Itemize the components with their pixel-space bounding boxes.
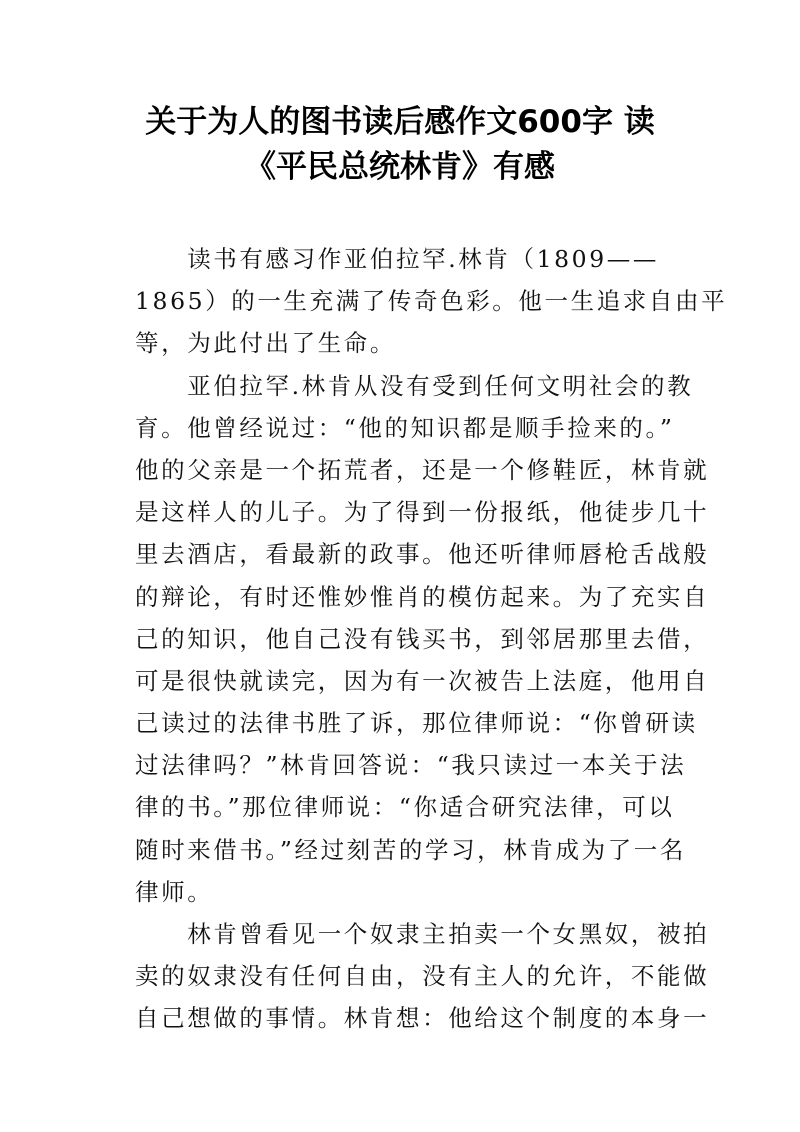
text-line: 是这样人的儿子。为了得到一份报纸，他徒步几十 — [135, 498, 710, 527]
text-line: 里去酒店，看最新的政事。他还听律师唇枪舌战般 — [135, 540, 710, 569]
paragraph-3 — [135, 913, 710, 1040]
title-line-2: 《平民总统林肯》有感 — [245, 149, 555, 185]
text-line: 育。他曾经说过：“他的知识都是顺手捡来的。” — [135, 413, 675, 442]
text-line: 他的父亲是一个拓荒者，还是一个修鞋匠，林肯就 — [135, 455, 710, 484]
text-line: 的辩论，有时还惟妙惟肖的模仿起来。为了充实自 — [135, 582, 710, 611]
text-line: 卖的奴隶没有任何自由，没有主人的允许，不能做 — [135, 962, 710, 991]
title-line-1: 关于为人的图书读后感作文600字 读 — [145, 104, 655, 140]
text-line: 林肯曾看见一个奴隶主拍卖一个女黑奴，被拍 — [135, 920, 710, 948]
text-line: 律的书。”那位律师说：“你适合研究法律，可以 — [135, 793, 675, 822]
paragraph-1 — [135, 238, 728, 365]
text-line: 等，为此付出了生命。 — [135, 329, 396, 358]
text-line: 过法律吗？”林肯回答说：“我只读过一本关于法 — [135, 751, 687, 780]
text-line: 律师。 — [135, 877, 214, 906]
text-line: 己的知识，他自己没有钱买书，到邻居那里去借， — [135, 624, 710, 653]
document-body — [135, 238, 728, 1040]
document-title — [100, 100, 700, 190]
text-line: 随时来借书。”经过刻苦的学习，林肯成为了一名 — [135, 835, 686, 864]
text-line: 1865）的一生充满了传奇色彩。他一生追求自由平 — [135, 287, 728, 316]
text-line: 读书有感习作亚伯拉罕.林肯（1809—— — [135, 245, 659, 273]
text-line: 己读过的法律书胜了诉，那位律师说：“你曾研读 — [135, 709, 698, 738]
text-line: 可是很快就读完，因为有一次被告上法庭，他用自 — [135, 666, 710, 695]
text-line: 自己想做的事情。林肯想：他给这个制度的本身一 — [135, 1004, 710, 1033]
paragraph-2 — [135, 365, 710, 913]
text-line: 亚伯拉罕.林肯从没有受到任何文明社会的教 — [135, 371, 694, 400]
